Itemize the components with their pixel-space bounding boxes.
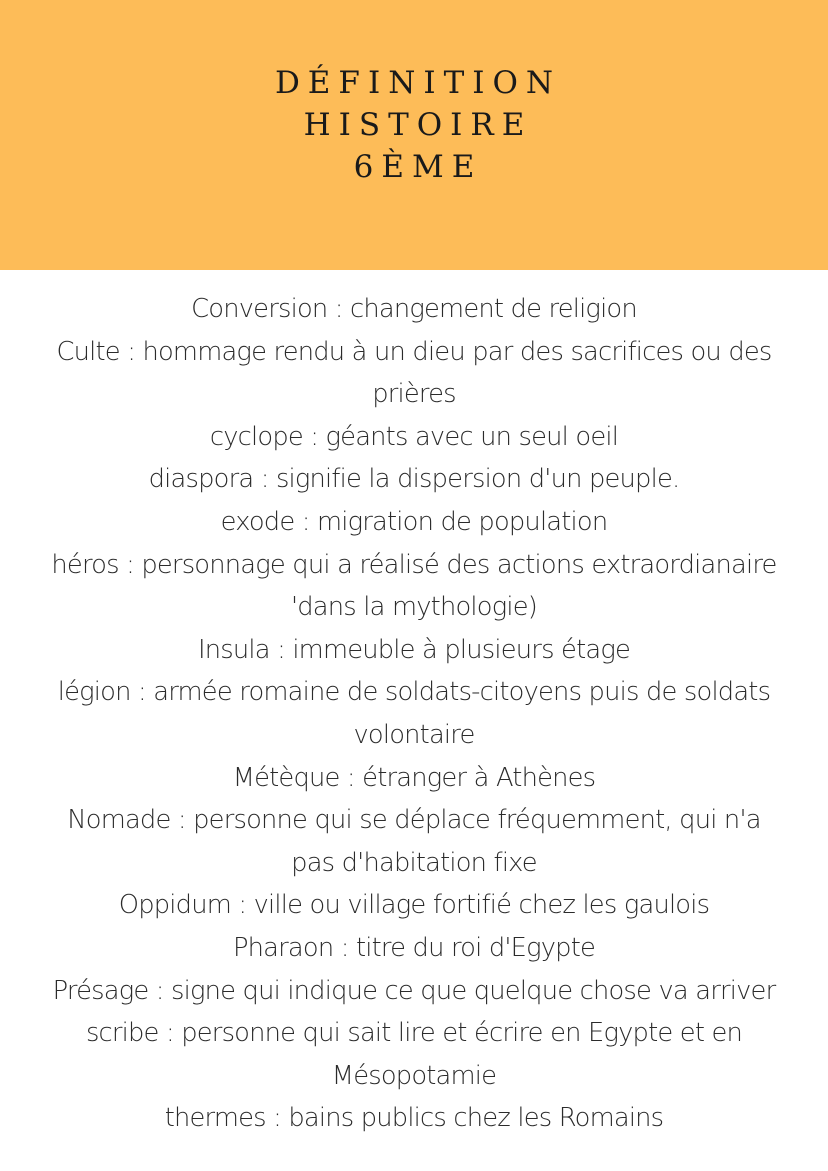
definition-line: légion : armée romaine de soldats-citoyens puis de soldats: [57, 677, 771, 708]
definition-line: Mésopotamie: [331, 1060, 497, 1091]
page-title: [0, 62, 828, 188]
definition-line: volontaire: [353, 719, 475, 750]
definition-line: Nomade : personne qui se déplace fréquemment, qui n'a: [67, 805, 761, 836]
definition-line: Pharaon : titre du roi d'Egypte: [232, 932, 596, 963]
definition-line: thermes : bains publics chez les Romains: [164, 1103, 664, 1134]
definition-line: pas d'habitation fixe: [291, 847, 537, 878]
definition-line: 'dans la mythologie): [291, 592, 537, 623]
definition-line: Métèque : étranger à Athènes: [232, 762, 596, 793]
definition-line: Insula : immeuble à plusieurs étage: [197, 634, 631, 665]
title-line-2: HISTOIRE: [303, 107, 533, 143]
header-banner: [0, 0, 828, 270]
title-line-1: DÉFINITION: [274, 65, 562, 101]
definition-line: scribe : personne qui sait lire et écrire en Egypte et en: [85, 1018, 743, 1049]
title-line-3: 6ÈME: [353, 149, 483, 185]
definition-line: cyclope : géants avec un seul oeil: [209, 421, 619, 452]
definition-line: prières: [372, 379, 456, 410]
definition-line: Conversion : changement de religion: [191, 294, 637, 324]
definitions-list: [0, 288, 828, 1140]
definition-line: diaspora : signifie la dispersion d'un peuple.: [148, 464, 680, 495]
definition-line: Oppidum : ville ou village fortifié chez les gaulois: [118, 890, 710, 921]
definition-line: Présage : signe qui indique ce que quelque chose va arriver: [52, 975, 776, 1006]
definition-line: héros : personnage qui a réalisé des actions extraordianaire: [51, 549, 777, 580]
definition-line: exode : migration de population: [220, 506, 608, 537]
definition-line: Culte : hommage rendu à un dieu par des sacrifices ou des: [56, 336, 772, 367]
